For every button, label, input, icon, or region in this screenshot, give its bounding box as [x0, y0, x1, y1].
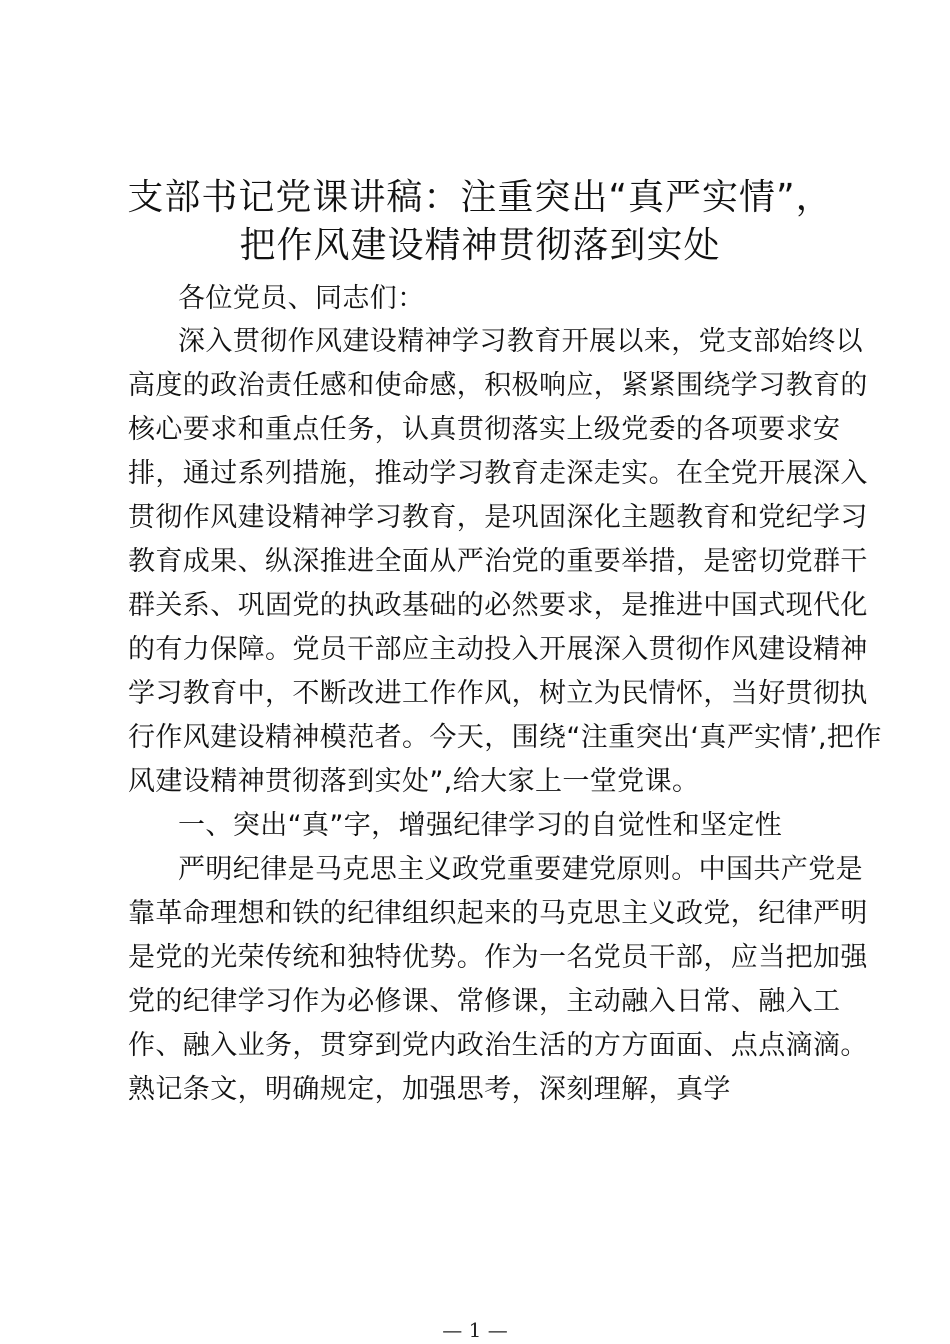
- page-number: — 1 —: [442, 1318, 508, 1342]
- paragraph-line: 熟记条文，明确规定，加强思考，深刻理解，真学: [128, 1074, 731, 1105]
- paragraph-line: 教育成果、纵深推进全面从严治党的重要举措，是密切党群干: [128, 546, 868, 577]
- paragraph-line: 高度的政治责任感和使命感，积极响应，紧紧围绕学习教育的: [128, 370, 868, 401]
- document-title-line-1: 支部书记党课讲稿：注重突出“真严实情”，: [127, 177, 833, 218]
- paragraph-line: 学习教育中，不断改进工作作风，树立为民情怀，当好贯彻执: [128, 678, 868, 709]
- paragraph-line: 排，通过系列措施，推动学习教育走深走实。在全党开展深入: [128, 458, 868, 489]
- salutation: 各位党员、同志们：: [178, 283, 425, 314]
- paragraph-line: 深入贯彻作风建设精神学习教育开展以来，党支部始终以: [178, 326, 863, 357]
- paragraph-line: 贯彻作风建设精神学习教育，是巩固深化主题教育和党纪学习: [128, 502, 868, 533]
- paragraph-line: 的有力保障。党员干部应主动投入开展深入贯彻作风建设精神: [128, 634, 868, 665]
- paragraph-line: 风建设精神贯彻落到实处”,给大家上一堂党课。: [128, 766, 700, 797]
- paragraph-line: 群关系、巩固党的执政基础的必然要求，是推进中国式现代化: [128, 590, 868, 621]
- paragraph-line: 党的纪律学习作为必修课、常修课，主动融入日常、融入工: [128, 986, 841, 1017]
- paragraph-line: 靠革命理想和铁的纪律组织起来的马克思主义政党，纪律严明: [128, 898, 868, 929]
- paragraph-line: 作、融入业务，贯穿到党内政治生活的方方面面、点点滴滴。: [128, 1030, 868, 1061]
- paragraph-line: 严明纪律是马克思主义政党重要建党原则。中国共产党是: [178, 854, 863, 885]
- paragraph-line: 核心要求和重点任务，认真贯彻落实上级党委的各项要求安: [128, 414, 841, 445]
- section-heading-1: 一、突出“真”字，增强纪律学习的自觉性和坚定性: [178, 810, 783, 841]
- paragraph-line: 行作风建设精神模范者。今天，围绕“注重突出‘真严实情’,把作: [128, 722, 882, 753]
- document-title-line-2: 把作风建设精神贯彻落到实处: [239, 225, 721, 266]
- paragraph-line: 是党的光荣传统和独特优势。作为一名党员干部，应当把加强: [128, 942, 868, 973]
